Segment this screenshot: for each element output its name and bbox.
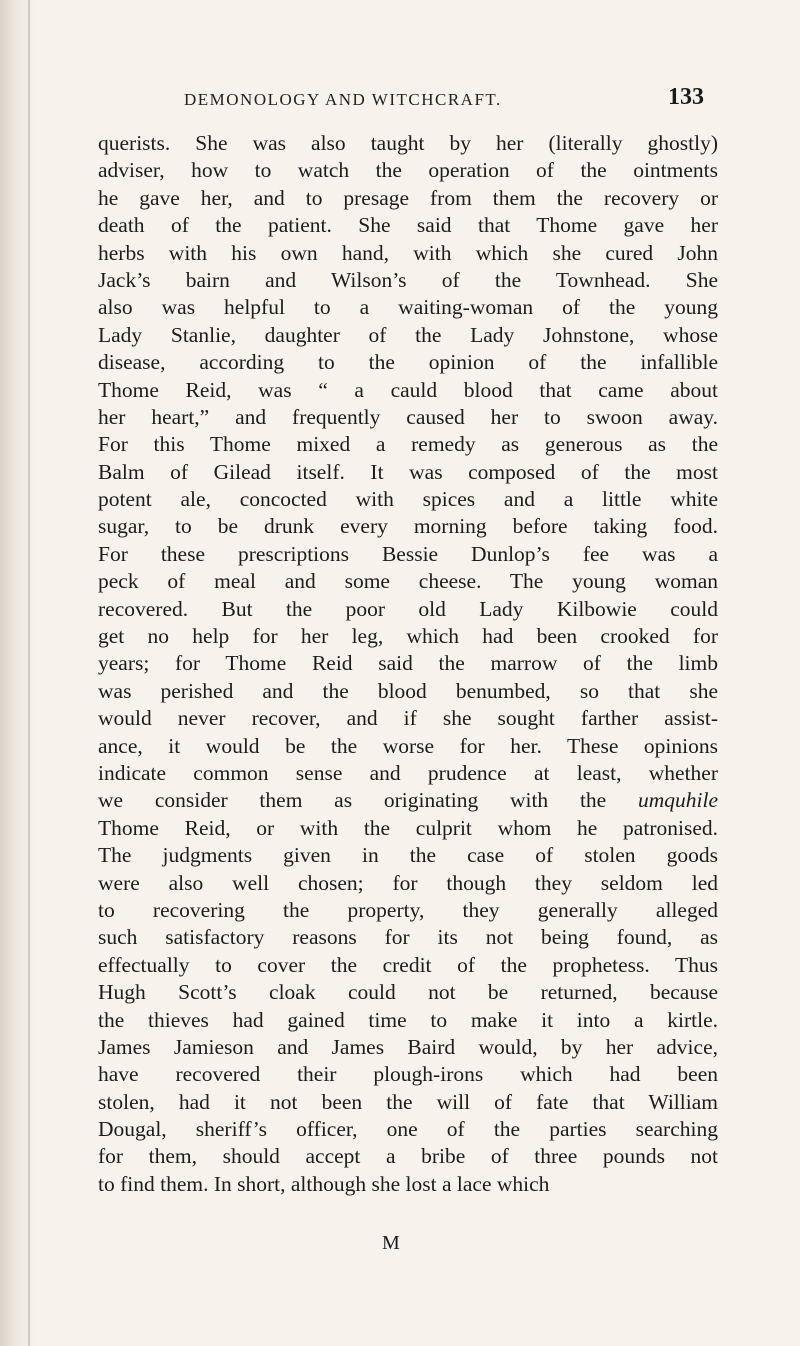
text-line: get no help for her leg, which had been crooked for [98,624,718,649]
text-line: Thome Reid, or with the culprit whom he patronised. [98,815,718,840]
text-line: Lady Stanlie, daughter of the Lady Johnstone, whose [98,322,718,347]
text-line: death of the patient. She said that Thome gave her [98,213,718,238]
text-line: James Jamieson and James Baird would, by her advice, [98,1034,718,1059]
text-line: we consider them as originating with the umquhile [98,788,718,813]
text-line: were also well chosen; for though they seldom led [98,870,718,895]
text-line: recovered. But the poor old Lady Kilbowie could [98,596,718,621]
text-line: years; for Thome Reid said the marrow of the limb [98,651,718,676]
page-gutter-edge [28,0,30,1346]
text-line: such satisfactory reasons for its not being found, as [98,925,718,950]
text-line: would never recover, and if she sought farther assist- [98,706,718,731]
signature-mark: M [382,1232,400,1254]
text-line: potent ale, concocted with spices and a little white [98,487,718,512]
running-head-title: DEMONOLOGY AND WITCHCRAFT. [184,90,502,109]
text-line: effectually to cover the credit of the prophetess. Thus [98,952,718,977]
text-line: her heart,” and frequently caused her to swoon away. [98,404,718,429]
text-line: stolen, had it not been the will of fate that William [98,1089,718,1114]
text-line: adviser, how to watch the operation of the ointments [98,158,718,183]
text-line: Jack’s bairn and Wilson’s of the Townhead. She [98,267,718,292]
text-line: to recovering the property, they generally alleged [98,897,718,922]
text-line: have recovered their plough-irons which had been [98,1062,718,1087]
text-line: peck of meal and some cheese. The young woman [98,569,718,594]
text-line: querists. She was also taught by her (literally ghostly) [98,131,718,155]
text-line: For this Thome mixed a remedy as generous as the [98,432,718,457]
text-line: The judgments given in the case of stolen goods [98,843,718,868]
text-line: Hugh Scott’s cloak could not be returned, because [98,980,718,1005]
page-number: 133 [668,84,704,110]
text-line: herbs with his own hand, with which she cured John [98,240,718,265]
text-line: sugar, to be drunk every morning before taking food. [98,514,718,539]
text-line: to find them. In short, although she lost a lace which [98,1171,550,1196]
text-line: the thieves had gained time to make it into a kirtle. [98,1007,718,1032]
text-line: Thome Reid, was “ a cauld blood that came about [98,377,718,402]
text-line: was perished and the blood benumbed, so that she [98,678,718,703]
text-line: also was helpful to a waiting-woman of the young [98,295,718,320]
body-text [98,130,718,1198]
page-gutter-shadow [0,0,36,1346]
text-line: disease, according to the opinion of the infallible [98,350,718,375]
text-line: For these prescriptions Bessie Dunlop’s fee was a [98,541,718,566]
running-head [184,84,704,114]
text-line: for them, should accept a bribe of three pounds not [98,1144,718,1169]
text-line: indicate common sense and prudence at least, whether [98,760,718,785]
text-line: Balm of Gilead itself. It was composed of the most [98,459,718,484]
text-line: he gave her, and to presage from them the recovery or [98,185,718,210]
text-line: Dougal, sheriff’s officer, one of the parties searching [98,1117,718,1142]
italic-word: umquhile [637,788,718,813]
text-line: ance, it would be the worse for her. These opinions [98,733,718,758]
